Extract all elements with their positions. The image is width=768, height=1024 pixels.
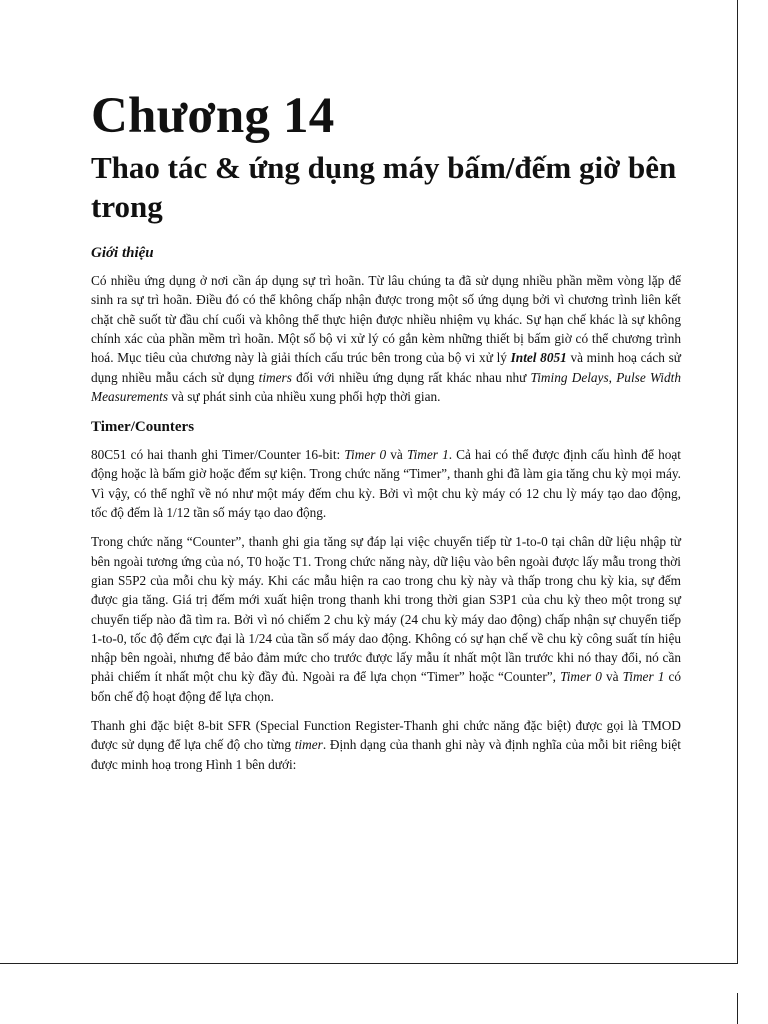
emphasis-timers: timers bbox=[258, 369, 292, 385]
text-run: 80C51 có hai thanh ghi Timer/Counter 16-bit: bbox=[91, 447, 345, 463]
section-heading-intro: Giới thiệu bbox=[91, 245, 154, 262]
text-run: , bbox=[608, 369, 617, 385]
text-run: Thanh ghi đặc biệt 8-bit SFR (Special Function Register-Thanh ghi chức năng đặc biệt) được gọi là TMOD được sử dụng để lựa chế độ cho từng bbox=[91, 718, 681, 753]
emphasis-timer-1: Timer 1 bbox=[622, 669, 665, 685]
intro-paragraph bbox=[91, 271, 681, 406]
emphasis-pulse-width: Pulse Width Measurements bbox=[91, 369, 681, 404]
emphasis-timer-0: Timer 0 bbox=[560, 669, 602, 685]
text-run: và minh hoạ cách sử dụng nhiều mẫu cách sử dụng bbox=[91, 350, 681, 385]
text-run: và bbox=[386, 447, 407, 463]
page-border-right bbox=[737, 0, 738, 964]
chapter-subtitle: Thao tác & ứng dụng máy bấm/đếm giờ bên trong bbox=[91, 150, 677, 224]
text-run: và sự phát sinh của nhiều xung phối hợp thời gian. bbox=[168, 388, 441, 404]
next-page-border bbox=[737, 993, 738, 1024]
text-run: có bốn chế độ hoạt động để lựa chọn. bbox=[91, 669, 682, 704]
text-run: Trong chức năng “Counter”, thanh ghi gia tăng sự đáp lại việc chuyển tiếp từ 1-to-0 tại chân dữ liệu nhập từ bên ngoài tương ứng của nó, T0 hoặc T1. Trong chức năng này, dữ liệu vào bên ngoài được lấy mẫu trong thời gian S5P2 của mỗi chu kỳ máy. Khi các mẫu hiện ra cao trong chu kỳ này và thấp trong chu kỳ kia, sự đếm được gia tăng. Giá trị đếm mới xuất hiện trong thanh khi trong thời gian S3P1 của chu kỳ theo một trong sự chuyển tiếp nào đã tìm ra. Bởi vì nó chiếm 2 chu kỳ máy (24 chu kỳ máy dao động) chấp nhận sự chuyển tiếp 1-to-0, tốc độ đếm cực đại là 1/24 của tần số máy dao động. Không có sự hạn chế về chu kỳ công suất tín hiệu nhập bên ngoài, nhưng để bảo đảm mức cho trước được lấy mẫu ít nhất một lần trước khi nó thay đổi, nó cần phải chiếm ít nhất một chu kỳ đầy đủ. Ngoài ra để lựa chọn “Timer” hoặc “Counter”, bbox=[91, 534, 681, 685]
emphasis-timer-0: Timer 0 bbox=[344, 447, 387, 463]
text-run: . Cả hai có thể được định cấu hình để hoạt động hoặc là bấm giờ hoặc đếm sự kiện. Trong chức năng “Timer”, thanh ghi đã làm gia tăng chu kỳ mọi máy. Vì vậy, có thể nghĩ về nó như một máy đếm chu kỳ. Bởi vì một chu kỳ máy có 12 chu lỳ máy tạo dao động, tốc độ đếm là 1/12 tần số máy tạo dao động. bbox=[91, 447, 681, 521]
timer-paragraph-2 bbox=[91, 532, 681, 706]
emphasis-timer: timer bbox=[294, 737, 323, 753]
emphasis-timer-1: Timer 1 bbox=[406, 447, 449, 463]
emphasis-timing-delays: Timing Delays bbox=[530, 369, 609, 385]
page-border-bottom bbox=[0, 963, 738, 964]
emphasis-intel-8051: Intel 8051 bbox=[510, 350, 567, 366]
chapter-title: Chương 14 bbox=[91, 88, 335, 144]
timer-paragraph-1 bbox=[91, 445, 681, 522]
text-run: . Định dạng của thanh ghi này và định nghĩa của mỗi bit riêng biệt được minh hoạ trong Hình 1 bên dưới: bbox=[91, 737, 681, 772]
text-run: Có nhiều ứng dụng ở nơi cần áp dụng sự trì hoãn. Từ lâu chúng ta đã sử dụng nhiều phần mềm vòng lặp để sinh ra sự trì hoãn. Điều đó có thể không chấp nhận được trong một số ứng dụng bởi vì chương trình liên kết chặt chẽ suốt từ đầu chí cuối và không thể thực hiện được nhiều nhiệm vụ khác. Sự hạn chế khác là sự không chính xác của phần mềm trì hoãn. Một số bộ vi xử lý có gắn kèm những thiết bị bấm giờ có thể chương trình hoá. Mục tiêu của chương này là giải thích cấu trúc bên trong của bộ vi xử lý bbox=[91, 273, 681, 366]
text-run: đối với nhiều ứng dụng rất khác nhau như bbox=[291, 369, 531, 385]
timer-paragraph-3 bbox=[91, 716, 681, 774]
section-heading-timer-counters: Timer/Counters bbox=[91, 419, 195, 436]
text-run: và bbox=[601, 669, 623, 685]
page-content bbox=[91, 86, 681, 774]
